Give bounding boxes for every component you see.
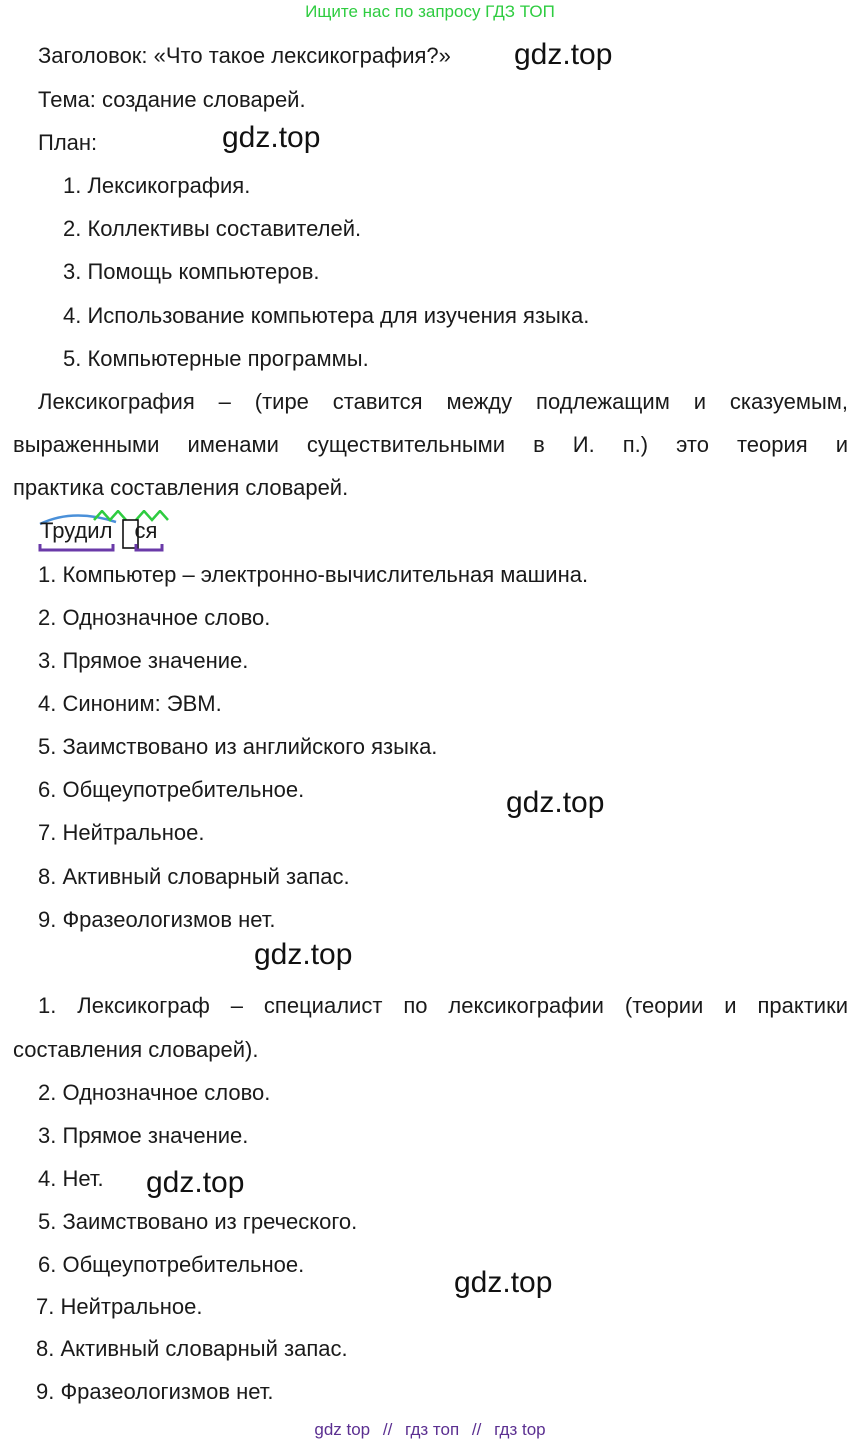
watermark: gdz.top	[146, 1166, 245, 1199]
definition-line: выраженными именами существительными в И. п.) это теория и	[13, 432, 848, 457]
analysis-item: 7. Нейтральное.	[38, 820, 205, 845]
definition-line: практика составления словарей.	[13, 475, 349, 500]
top-banner: Ищите нас по запросу ГДЗ ТОП	[305, 2, 555, 21]
analysis-item: 5. Заимствовано из английского языка.	[38, 734, 438, 759]
analysis-item: составления словарей).	[13, 1037, 259, 1062]
word-suffix: ся	[134, 518, 158, 543]
base-underline	[40, 544, 113, 550]
analysis-item: 5. Заимствовано из греческого.	[38, 1209, 358, 1234]
analysis-item: 8. Активный словарный запас.	[38, 864, 350, 889]
plan-item: 1. Лексикография.	[63, 173, 251, 198]
analysis-item: 3. Прямое значение.	[38, 1123, 249, 1148]
base-underline	[136, 544, 162, 550]
footer-link[interactable]: gdz top	[314, 1420, 371, 1439]
word-stem: Трудил	[40, 518, 113, 543]
plan-item: 2. Коллективы составителей.	[63, 216, 362, 241]
analysis-item: 3. Прямое значение.	[38, 648, 249, 673]
watermark: gdz.top	[514, 38, 613, 71]
analysis-item: 8. Активный словарный запас.	[36, 1336, 348, 1361]
footer-link[interactable]: гдз топ	[405, 1420, 460, 1439]
analysis-item: 1. Компьютер – электронно-вычислительная машина.	[38, 562, 589, 587]
watermark: gdz.top	[454, 1266, 553, 1299]
footer	[0, 1420, 860, 1440]
morphemic-parse	[38, 510, 178, 558]
plan-item: 4. Использование компьютера для изучения языка.	[63, 303, 590, 328]
footer-separator: //	[382, 1420, 393, 1439]
plan-item: 3. Помощь компьютеров.	[63, 259, 320, 284]
watermark: gdz.top	[506, 786, 605, 819]
plan-item: 5. Компьютерные программы.	[63, 346, 369, 371]
analysis-item: 4. Нет.	[38, 1166, 104, 1191]
footer-separator: //	[471, 1420, 482, 1439]
analysis-item: 1. Лексикограф – специалист по лексикографии (теории и практики	[38, 993, 848, 1018]
analysis-item: 9. Фразеологизмов нет.	[38, 907, 276, 932]
definition-line: Лексикография – (тире ставится между подлежащим и сказуемым,	[38, 389, 848, 414]
analysis-item: 6. Общеупотребительное.	[38, 1252, 305, 1277]
watermark: gdz.top	[222, 121, 321, 154]
analysis-item: 2. Однозначное слово.	[38, 1080, 271, 1105]
analysis-item: 7. Нейтральное.	[36, 1294, 203, 1319]
title-line: Заголовок: «Что такое лексикография?»	[38, 43, 451, 68]
plan-label: План:	[38, 130, 98, 155]
analysis-item: 4. Синоним: ЭВМ.	[38, 691, 222, 716]
theme-line: Тема: создание словарей.	[38, 87, 306, 112]
analysis-item: 6. Общеупотребительное.	[38, 777, 305, 802]
watermark: gdz.top	[254, 938, 353, 971]
analysis-item: 9. Фразеологизмов нет.	[36, 1379, 274, 1404]
analysis-item: 2. Однозначное слово.	[38, 605, 271, 630]
morph-word	[40, 518, 157, 544]
footer-link[interactable]: гдз top	[494, 1420, 546, 1439]
